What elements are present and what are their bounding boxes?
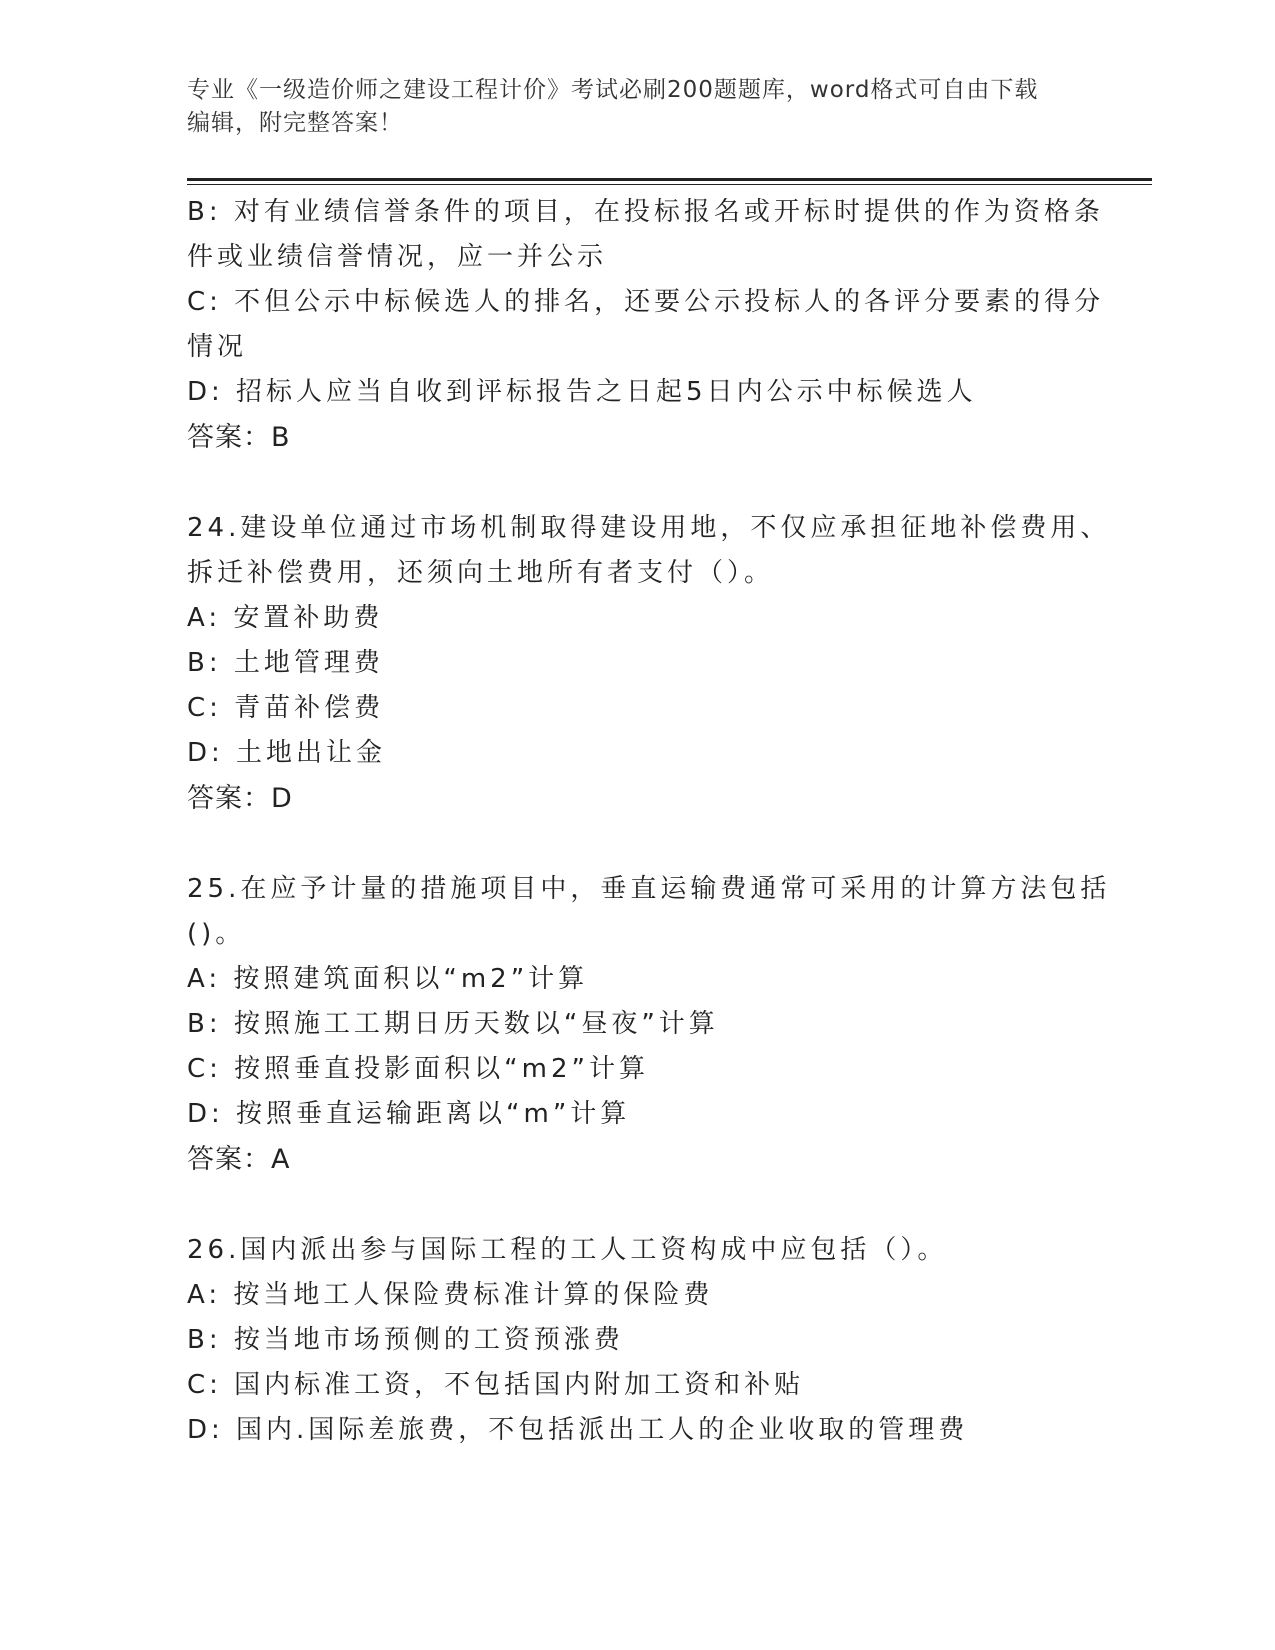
spacer <box>187 460 1087 506</box>
question-stem-line-1: 24.建设单位通过市场机制取得建设用地，不仅应承担征地补偿费用、 <box>187 513 1111 543</box>
question-content <box>187 190 1111 1453</box>
header-line-2: 编辑，附完整答案！ <box>187 110 403 136</box>
option-d: D: 土地出让金 <box>187 738 387 768</box>
question-26 <box>187 1228 1087 1453</box>
option-b: B: 按当地市场预侧的工资预涨费 <box>187 1325 624 1355</box>
spacer <box>187 821 1087 867</box>
document-header <box>187 74 1087 140</box>
question-stem-line-2: 拆迁补偿费用，还须向土地所有者支付（）。 <box>187 558 775 588</box>
answer: 答案：B <box>187 422 291 453</box>
document-page <box>187 0 1147 1650</box>
option-b-line-2: 件或业绩信誉情况，应一并公示 <box>187 242 608 272</box>
option-c: C: 按照垂直投影面积以“m2”计算 <box>187 1054 649 1084</box>
question-stem-line-2: ()。 <box>187 919 246 949</box>
option-a: A: 安置补助费 <box>187 603 384 633</box>
option-c-line-2: 情况 <box>187 332 248 362</box>
header-line-1: 专业《一级造价师之建设工程计价》考试必刷200题题库，word格式可自由下载 <box>187 77 1039 103</box>
question-25 <box>187 867 1111 1182</box>
option-d: D: 国内.国际差旅费，不包括派出工人的企业收取的管理费 <box>187 1415 969 1445</box>
option-b: B: 土地管理费 <box>187 648 384 678</box>
question-stem-line-1: 25.在应予计量的措施项目中，垂直运输费通常可采用的计算方法包括 <box>187 874 1111 904</box>
question-23-carryover <box>187 190 1105 460</box>
spacer <box>187 1182 1087 1228</box>
question-24 <box>187 506 1111 821</box>
answer: 答案：D <box>187 783 293 814</box>
option-b: B: 按照施工工期日历天数以“昼夜”计算 <box>187 1009 719 1039</box>
option-d: D: 按照垂直运输距离以“m”计算 <box>187 1099 631 1129</box>
header-rule-thick <box>187 178 1152 181</box>
option-a: A: 按照建筑面积以“m2”计算 <box>187 964 589 994</box>
option-c: C: 国内标准工资，不包括国内附加工资和补贴 <box>187 1370 805 1400</box>
question-stem-line-1: 26.国内派出参与国际工程的工人工资构成中应包括（）。 <box>187 1235 948 1265</box>
option-a: A: 按当地工人保险费标准计算的保险费 <box>187 1280 714 1310</box>
option-d: D: 招标人应当自收到评标报告之日起5日内公示中标候选人 <box>187 377 977 407</box>
option-b-line-1: B: 对有业绩信誉条件的项目，在投标报名或开标时提供的作为资格条 <box>187 197 1104 227</box>
option-c: C: 青苗补偿费 <box>187 693 385 723</box>
option-c-line-1: C: 不但公示中标候选人的排名，还要公示投标人的各评分要素的得分 <box>187 287 1105 317</box>
answer: 答案：A <box>187 1144 291 1175</box>
header-rule-thin <box>187 184 1152 185</box>
